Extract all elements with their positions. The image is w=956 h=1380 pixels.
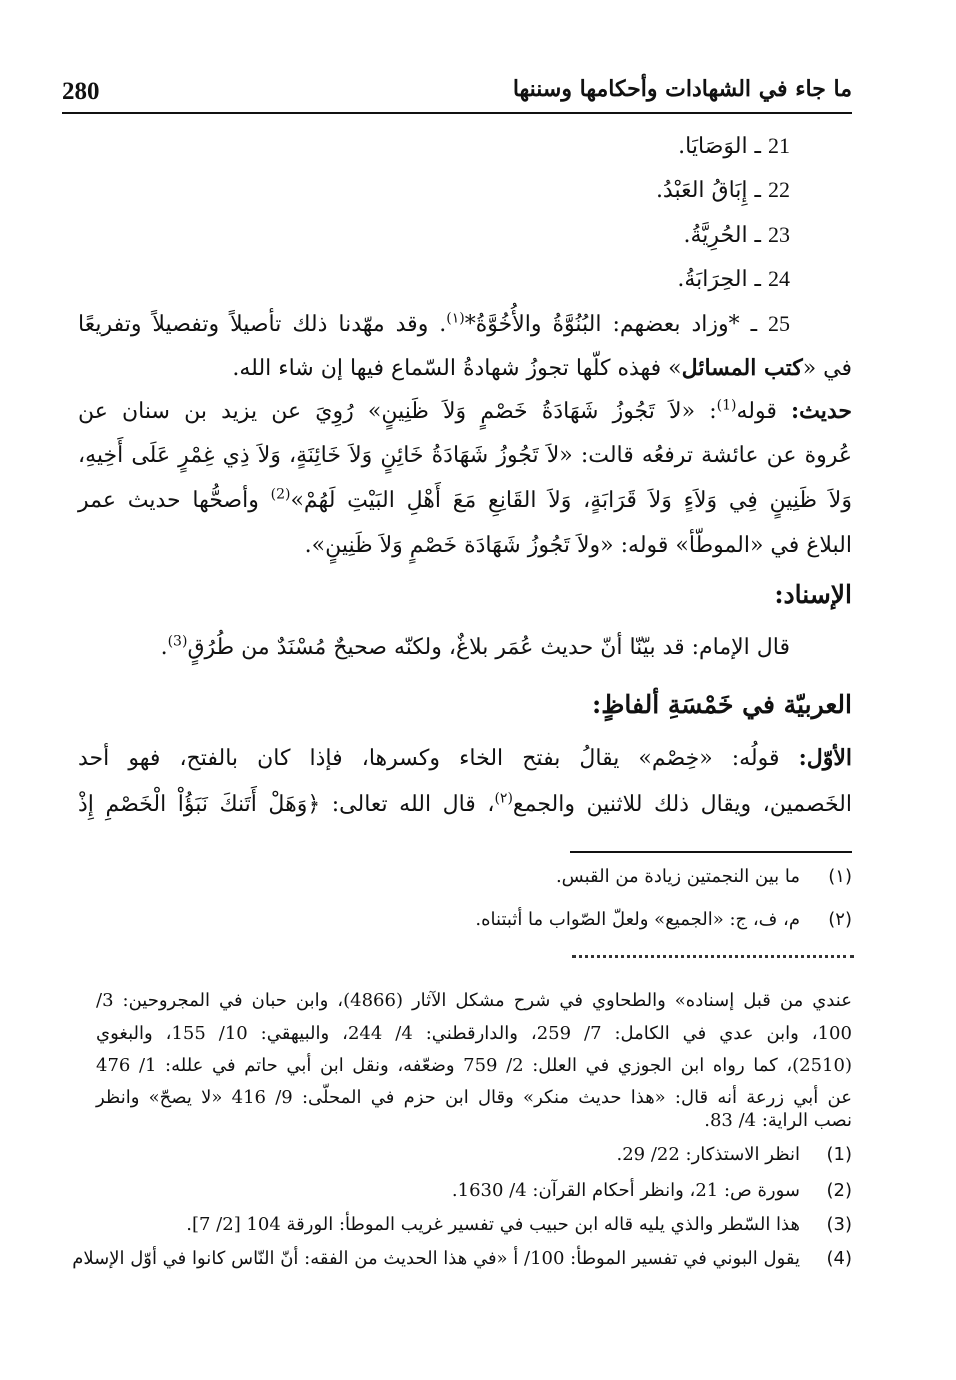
page-header (62, 72, 852, 114)
hadith-line-1 (78, 398, 852, 425)
footnote-text: هذا السّطر والذي يليه قاله ابن حبيب في تفسير غريب الموطأ: الورقة 104 [2/ 7]. (186, 1214, 800, 1235)
note-mark: (٢) (828, 909, 852, 930)
book-title-ref: كتب المسائل (681, 355, 803, 381)
arabiyya-line-2 (78, 792, 852, 818)
dotted-separator (572, 955, 854, 958)
text-run: » فهذه كلّها تجوزُ شهادةُ السّماع فيها إن شاء الله. (232, 356, 682, 381)
list-item (677, 266, 790, 293)
footnote (616, 1144, 852, 1165)
footnote-text: يقول البوني في تفسير الموطأ: 100/ أ «في هذا الحديث من الفقه: أنّ النّاس كانوا في أوّل الإسلام (72, 1248, 800, 1269)
text-run: . (160, 635, 168, 660)
footnote-continuation-line: 100، وابن عدي في الكامل: 7/ 259، والدارقطني: 4/ 244، والبيهقي: 10/ 155، والبغوي (96, 1023, 852, 1044)
footnote-ref: (١) (446, 310, 465, 327)
footnote-continuation-line: نصب الراية: 4/ 83. (704, 1110, 852, 1131)
text-run: الخَصمين، ويقال ذلك للاثنين والجمع (512, 792, 852, 817)
footnote (452, 1180, 852, 1201)
footnote-ref: (٢) (494, 790, 513, 807)
note-mark: (١) (828, 866, 852, 887)
footnote-ref: (1) (716, 397, 737, 414)
page-number: 280 (62, 78, 100, 105)
footnote-ref: (2) (270, 486, 291, 503)
editor-note (556, 866, 852, 887)
list-item-number: 25 (768, 311, 791, 336)
list-item-25 (78, 311, 790, 338)
footnote-continuation-line: عن أبي زرعة أنه قال: «هذا حديث منكر» وقال ابن حزم في المحلّى: 9/ 416 «لا يصحّ» وانظر (96, 1087, 852, 1108)
point-label: الأوّل: (798, 745, 852, 771)
text-run: وأصحُّها حديث عمر (78, 488, 271, 513)
text-run: قال الإمام: قد بيّنّا أنّ حديث عُمَر بلاغٌ، ولكنّه صحيحٌ مُسْنَدٌ من طُرُقٍ (187, 635, 790, 660)
footnote (186, 1214, 852, 1235)
hadith-line-2: عُروة عن عائشة ترفعُه قالت: «لاَ تَجُوزُ شَهَادَةُ خَائِنٍ وَلاَ خَائِنَةٍ، وَلاَ ذِي غِمْرٍ عَلَى أَخِيهِ، (78, 443, 853, 468)
text-run: : «لاَ تَجُوزُ شَهَادَةُ خَصْمٍ وَلاَ ظَنِينٍ» رُوِيَ عن يزيد بن سنان عن (78, 399, 717, 424)
text-run: وَلاَ ظَنِينٍ فِي وَلاَءٍ وَلاَ قَرَابَةٍ، وَلاَ القَانِعِ مَعَ أَهْلِ البَيْتِ لَهُمْ» (290, 488, 852, 513)
list-item-number: 22 (768, 177, 790, 202)
arabiyya-line-1 (78, 745, 852, 772)
list-item-number: 21 (768, 133, 790, 158)
list-item-text: ـ الوَصَايَا. (678, 134, 761, 159)
section-heading-arabiyya: العربيّة في خَمْسَةِ ألفاظٍ: (591, 690, 852, 719)
hadith-line-3 (78, 488, 852, 514)
footnote-mark: (4) (826, 1248, 852, 1269)
quran-quote: ، قال الله تعالى: ﴿وَهَلْ أَتَنكَ نَبَؤُاْ الْخَصْمِ إِذْ (78, 792, 495, 817)
footnote-text: انظر الاستذكار: 22/ 29. (616, 1144, 800, 1165)
text-run: قوله (736, 399, 792, 424)
text-run: قولُه: «خِصْم» يقالُ بفتح الخاء وكسرها، فإذا كان بالفتح، فهو أحد (78, 746, 799, 771)
footnote-continuation-line: عندي من قبل إسناده» والطحاوي في شرح مشكل الآثار (4866)، وابن حبان في المجروحين: 3/ (96, 990, 852, 1011)
list-item-text: ـ إِبَاقُ العَبْدُ. (655, 178, 761, 203)
hadith-line-4: البلاغ في «الموطّأ» قوله: «ولاَ تَجُوزُ شَهَادَة خَصْمٍ وَلاَ ظَنِينٍ». (304, 533, 852, 558)
footnote (72, 1248, 852, 1269)
list-item-number: 24 (768, 266, 790, 291)
text-run: في « (802, 356, 852, 381)
editor-note (475, 909, 852, 930)
list-item-text: ـ الحِرَابَةُ. (677, 267, 761, 292)
list-item-text: ـ الحُرِيَّةُ. (683, 223, 761, 248)
hadith-label: حديث: (791, 398, 853, 424)
paragraph-line (232, 355, 852, 382)
section-heading-isnad: الإسناد: (774, 580, 852, 609)
list-item-text: ـ *وزاد بعضهم: البُنُوَّةُ والأُخُوَّةُ* (464, 312, 758, 337)
footnote-mark: (1) (826, 1144, 852, 1165)
footnote-continuation-line: (2510)، كما رواه ابن الجوزي في العلل: 2/ 759 وضعّفه، ونقل ابن أبي حاتم في علله: 1/ 476 (96, 1055, 852, 1076)
list-item-number: 23 (768, 222, 790, 247)
footnote-mark: (2) (826, 1180, 852, 1201)
footnote-ref: (3) (167, 633, 188, 650)
isnad-text (161, 635, 790, 661)
list-item (656, 177, 790, 204)
list-item-text-tail: . وقد مهّدنا ذلك تأصيلاً وتفصيلاً وتفريعًا (78, 312, 447, 337)
footnote-text: سورة ص: 21، وانظر أحكام القرآن: 4/ 1630. (451, 1180, 800, 1201)
note-text: ما بين النجمتين زيادة من القبس. (555, 866, 800, 887)
footnote-separator (570, 851, 852, 853)
list-item (683, 222, 790, 249)
note-text: م، ف، ج: «الجميع» ولعلّ الصّواب ما أثبتناه. (475, 909, 800, 930)
footnote-mark: (3) (826, 1214, 852, 1235)
list-item (678, 133, 790, 160)
running-title: ما جاء في الشهادات وأحكامها وسننها (512, 76, 852, 102)
